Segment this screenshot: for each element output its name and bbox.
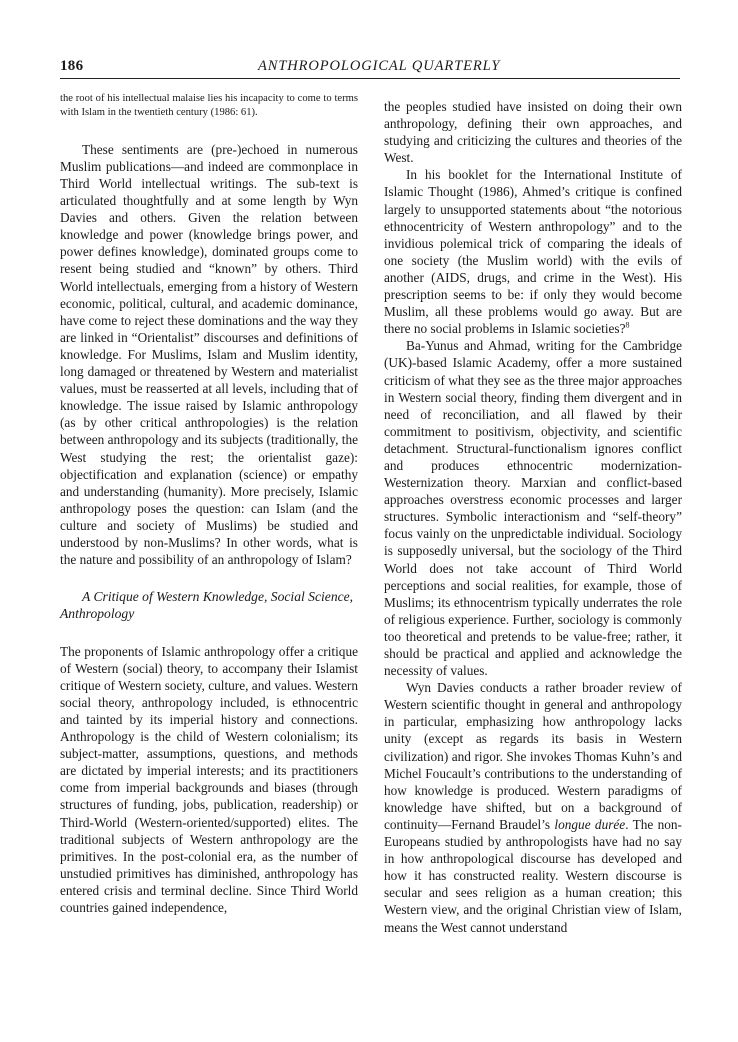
journal-title: ANTHROPOLOGICAL QUARTERLY	[258, 58, 501, 74]
paragraph-text: In his booklet for the International Institute of Islamic Thought (1986), Ahmed’s critique is confined largely to unsupported statements about “the notorious ethnocentricity of Western anthropology” and to the invidious polemical trick of comparing the ideals of one society (the Muslim world) with the evils of another (AIDS, drugs, and crime in the West). His prescription seems to be: if only they would become Muslim, all these problems would go away. But are there no social problems in Islamic societies?	[384, 167, 682, 337]
page-number: 186	[60, 58, 84, 74]
block-quote: the root of his intellectual malaise lies his incapacity to come to terms with Islam in the twentieth century (1986: 61).	[60, 93, 358, 119]
footnote-marker[interactable]: 8	[625, 320, 630, 330]
body-paragraph	[384, 679, 682, 935]
spacer	[60, 623, 358, 643]
body-paragraph: These sentiments are (pre-)echoed in numerous Muslim publications—and indeed are commonplace in Third World intellectual writings. The sub-text is articulated thoughtfully and at some length by Wyn Davies and others. Given the relation between knowledge and power (knowledge brings power, and power defines knowledge), dominated groups come to resent being studied and “known” by others. Third World intellectuals, emerging from a history of Western economic, political, cultural, and academic dominance, have come to reject these dominations and the way they are linked in “Orientalist” discourses and definitions of knowledge. For Muslims, Islam and Muslim identity, long damaged or threatened by Western and materialist values, must be reasserted at all levels, including that of knowledge. The issue raised by Islamic anthropology (as by other critical anthropologies) is the relation between anthropology and its subjects (traditionally, the West studying the rest; the orientalist gaze): objectification and explanation (science) or empathy and understanding (humanity). More precisely, Islamic anthropology poses the question: can Islam (and the culture and society of Muslims) be studied and understood by non-Muslims? In other words, what is the nature and possibility of an anthropology of Islam?	[60, 141, 358, 568]
section-heading: A Critique of Western Knowledge, Social Science, Anthropology	[60, 589, 354, 622]
paragraph-text: . The non-Europeans studied by anthropologists have had no say in how anthropological discourse has developed and how it has constructed reality. Western discourse is secular and sees religion as a human creation; this Western view, and the original Christian view of Islam, means the West cannot understand	[384, 816, 682, 935]
spacer	[60, 121, 358, 141]
paragraph-text: Wyn Davies conducts a rather broader review of Western scientific thought in general and anthropology in particular, emphasizing how anthropology lacks unity (except as regards its basis in Western civilization) and rigor. She invokes Thomas Kuhn’s and Michel Foucault’s contributions to the understanding of how knowledge is produced. Western paradigms of knowledge have shifted, but on a background of continuity—Fernand Braudel’s	[384, 680, 682, 832]
body-paragraph: Ba-Yunus and Ahmad, writing for the Cambridge (UK)-based Islamic Academy, offer a more sustained criticism of what they see as the three major approaches in Western social theory, finding them divergent and in need of reconciliation, and all flawed by their commitment to positivism, objectivity, and scientific detachment. Structural-functionalism ignores conflict and produces ethnocentric modernization-Westernization theory. Marxian and conflict-based approaches overstress economic processes and larger structures. Symbolic interactionism and “self-theory” focus vainly on the unpredictable individual. Sociology is supposedly universal, but the sociology of the Third World does not take account of Third World perceptions and social realities, for example, those of Muslims; its ethnocentrism typically underrates the role of religious experience. Further, sociology is commonly too theoretical and pretends to be value-free; rather, it should be practical and applied and acknowledge the necessity of values.	[384, 338, 682, 679]
spacer	[60, 568, 358, 588]
body-paragraph	[384, 166, 682, 337]
body-paragraph: The proponents of Islamic anthropology offer a critique of Western (social) theory, to accompany their Islamist critique of Western society, culture, and values. Western social theory, anthropology included, is ethnocentric and tainted by its imperial history and connections. Anthropology is the child of Western colonialism; its subject-matter, assumptions, questions, and methods are dictated by imperial interests; and its practitioners come from imperial backgrounds and biases (through structures of funding, jobs, publication, readership) or Third-World (Western-oriented/supported) elites. The traditional subjects of Western anthropology are the primitives. In the post-colonial era, as the number of unstudied primitives has diminished, anthropology has entered crisis and terminal decline. Since Third World countries gained independence,	[60, 643, 358, 915]
right-column	[384, 98, 682, 936]
body-paragraph: the peoples studied have insisted on doing their own anthropology, defining their own approaches, and studying and criticizing the cultures and theories of the West.	[384, 99, 682, 166]
italic-term: longue durée	[554, 816, 626, 832]
running-header	[60, 58, 680, 79]
left-column	[60, 92, 358, 916]
